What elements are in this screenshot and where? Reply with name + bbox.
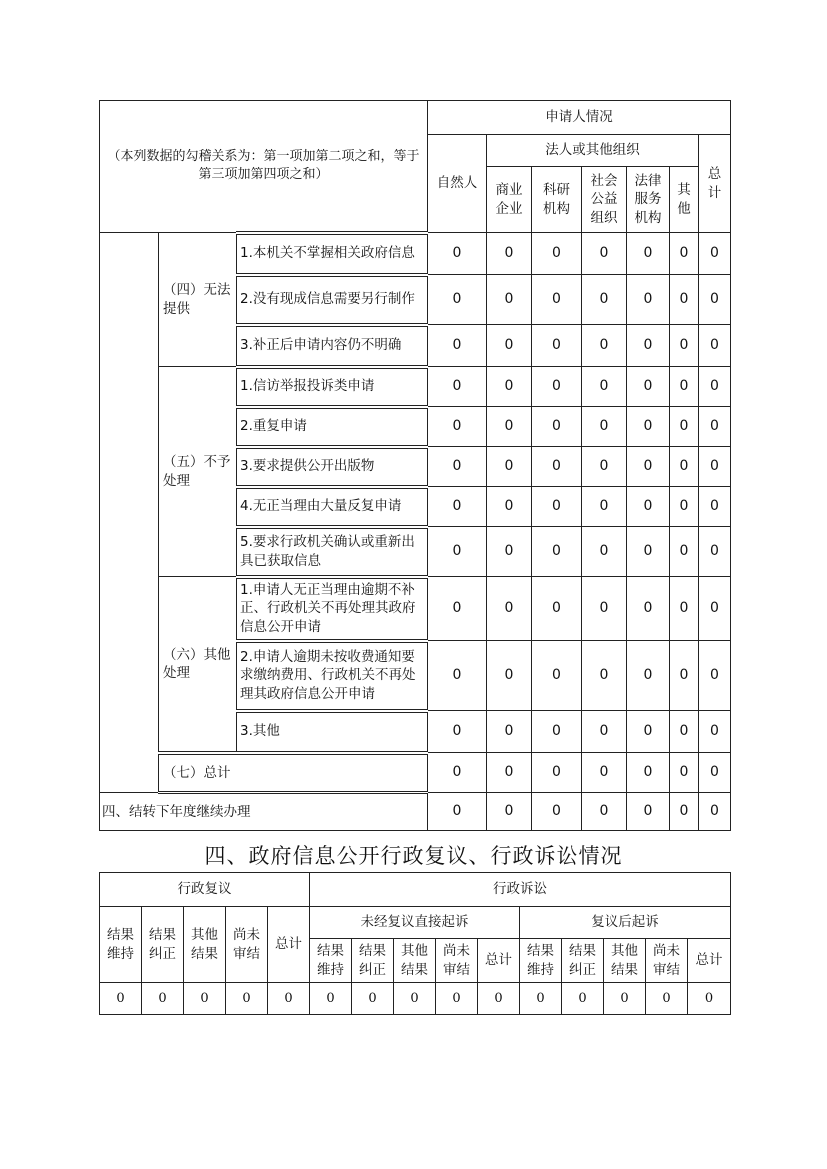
value-cell: 0 bbox=[582, 233, 627, 275]
value-cell: 0 bbox=[670, 407, 699, 447]
value-cell: 0 bbox=[532, 367, 582, 407]
value-cell: 0 bbox=[487, 367, 532, 407]
legal-org-header: 法人或其他组织 bbox=[487, 135, 699, 167]
value-cell: 0 bbox=[428, 233, 487, 275]
value-cell: 0 bbox=[582, 577, 627, 641]
col-header: 结果纠正 bbox=[142, 907, 184, 983]
value-cell: 0 bbox=[670, 275, 699, 325]
value-cell: 0 bbox=[428, 577, 487, 641]
value-cell: 0 bbox=[184, 983, 226, 1015]
value-cell: 0 bbox=[627, 753, 670, 793]
carryover-label: 四、结转下年度继续办理 bbox=[100, 793, 428, 831]
value-cell: 0 bbox=[532, 527, 582, 577]
value-cell: 0 bbox=[699, 753, 731, 793]
value-cell: 0 bbox=[627, 577, 670, 641]
col-header: 其他结果 bbox=[184, 907, 226, 983]
outer-blank-cell bbox=[100, 233, 159, 793]
value-cell: 0 bbox=[670, 641, 699, 711]
applications-table bbox=[99, 100, 731, 831]
value-cell: 0 bbox=[699, 711, 731, 753]
category-label: （四）无法提供 bbox=[159, 233, 237, 367]
value-cell: 0 bbox=[532, 233, 582, 275]
value-cell: 0 bbox=[532, 487, 582, 527]
col-header: 结果纠正 bbox=[562, 939, 604, 983]
value-cell: 0 bbox=[582, 325, 627, 367]
value-cell: 0 bbox=[562, 983, 604, 1015]
value-cell: 0 bbox=[428, 487, 487, 527]
value-cell: 0 bbox=[532, 577, 582, 641]
value-cell: 0 bbox=[532, 275, 582, 325]
legal-service-header: 法律服务机构 bbox=[627, 167, 670, 233]
value-cell: 0 bbox=[699, 527, 731, 577]
after-review-suit-header: 复议后起诉 bbox=[520, 907, 731, 939]
value-cell: 0 bbox=[582, 711, 627, 753]
value-cell: 0 bbox=[670, 233, 699, 275]
col-header: 结果纠正 bbox=[352, 939, 394, 983]
applicant-header: 申请人情况 bbox=[428, 101, 731, 135]
value-cell: 0 bbox=[487, 407, 532, 447]
social-welfare-header: 社会公益组织 bbox=[582, 167, 627, 233]
col-header: 总计 bbox=[688, 939, 731, 983]
value-cell: 0 bbox=[670, 527, 699, 577]
value-cell: 0 bbox=[532, 793, 582, 831]
col-header: 结果维持 bbox=[310, 939, 352, 983]
item-label: 2.重复申请 bbox=[237, 407, 428, 447]
value-cell: 0 bbox=[699, 407, 731, 447]
section-title: 四、政府信息公开行政复议、行政诉讼情况 bbox=[204, 844, 623, 868]
value-cell: 0 bbox=[670, 577, 699, 641]
direct-suit-header: 未经复议直接起诉 bbox=[310, 907, 520, 939]
value-cell: 0 bbox=[582, 641, 627, 711]
value-cell: 0 bbox=[487, 487, 532, 527]
value-cell: 0 bbox=[428, 527, 487, 577]
value-cell: 0 bbox=[487, 325, 532, 367]
value-cell: 0 bbox=[688, 983, 731, 1015]
value-cell: 0 bbox=[582, 753, 627, 793]
value-cell: 0 bbox=[627, 641, 670, 711]
value-cell: 0 bbox=[532, 325, 582, 367]
value-cell: 0 bbox=[627, 793, 670, 831]
item-label: 3.要求提供公开出版物 bbox=[237, 447, 428, 487]
value-cell: 0 bbox=[670, 447, 699, 487]
value-cell: 0 bbox=[532, 641, 582, 711]
item-label: 1.本机关不掌握相关政府信息 bbox=[237, 233, 428, 275]
value-cell: 0 bbox=[487, 711, 532, 753]
col-header: 结果维持 bbox=[100, 907, 142, 983]
value-cell: 0 bbox=[532, 407, 582, 447]
col-header: 其他结果 bbox=[394, 939, 436, 983]
item-label: 3.补正后申请内容仍不明确 bbox=[237, 325, 428, 367]
value-cell: 0 bbox=[268, 983, 310, 1015]
value-cell: 0 bbox=[487, 577, 532, 641]
value-cell: 0 bbox=[699, 447, 731, 487]
value-cell: 0 bbox=[428, 641, 487, 711]
value-cell: 0 bbox=[487, 275, 532, 325]
value-cell: 0 bbox=[428, 367, 487, 407]
value-cell: 0 bbox=[627, 275, 670, 325]
value-cell: 0 bbox=[310, 983, 352, 1015]
value-cell: 0 bbox=[582, 527, 627, 577]
item-label: 5.要求行政机关确认或重新出具已获取信息 bbox=[237, 527, 428, 577]
value-cell: 0 bbox=[142, 983, 184, 1015]
value-cell: 0 bbox=[487, 793, 532, 831]
value-cell: 0 bbox=[428, 447, 487, 487]
item-label: 2.没有现成信息需要另行制作 bbox=[237, 275, 428, 325]
other-header: 其他 bbox=[670, 167, 699, 233]
value-cell: 0 bbox=[478, 983, 520, 1015]
value-cell: 0 bbox=[670, 487, 699, 527]
col-header: 尚未审结 bbox=[226, 907, 268, 983]
admin-litigation-header: 行政诉讼 bbox=[310, 873, 731, 907]
category-label: （六）其他处理 bbox=[159, 577, 237, 753]
value-cell: 0 bbox=[627, 233, 670, 275]
value-cell: 0 bbox=[100, 983, 142, 1015]
value-cell: 0 bbox=[670, 793, 699, 831]
item-label: 1.信访举报投诉类申请 bbox=[237, 367, 428, 407]
value-cell: 0 bbox=[582, 793, 627, 831]
commercial-header: 商业企业 bbox=[487, 167, 532, 233]
value-cell: 0 bbox=[352, 983, 394, 1015]
item-label: 3.其他 bbox=[237, 711, 428, 753]
value-cell: 0 bbox=[520, 983, 562, 1015]
col-header: 总计 bbox=[478, 939, 520, 983]
value-cell: 0 bbox=[532, 753, 582, 793]
value-cell: 0 bbox=[627, 527, 670, 577]
value-cell: 0 bbox=[428, 793, 487, 831]
value-cell: 0 bbox=[582, 275, 627, 325]
value-cell: 0 bbox=[670, 325, 699, 367]
research-header: 科研机构 bbox=[532, 167, 582, 233]
item-label: 2.申请人逾期未按收费通知要求缴纳费用、行政机关不再处理其政府信息公开申请 bbox=[237, 641, 428, 711]
value-cell: 0 bbox=[699, 487, 731, 527]
value-cell: 0 bbox=[699, 325, 731, 367]
value-cell: 0 bbox=[428, 711, 487, 753]
value-cell: 0 bbox=[532, 711, 582, 753]
value-cell: 0 bbox=[226, 983, 268, 1015]
value-cell: 0 bbox=[487, 753, 532, 793]
value-cell: 0 bbox=[428, 325, 487, 367]
value-cell: 0 bbox=[699, 577, 731, 641]
value-cell: 0 bbox=[487, 233, 532, 275]
value-cell: 0 bbox=[582, 367, 627, 407]
value-cell: 0 bbox=[670, 753, 699, 793]
value-cell: 0 bbox=[487, 527, 532, 577]
value-cell: 0 bbox=[394, 983, 436, 1015]
category-label: （五）不予处理 bbox=[159, 367, 237, 577]
total-header: 总计 bbox=[699, 135, 731, 233]
value-cell: 0 bbox=[436, 983, 478, 1015]
relation-note: （本列数据的勾稽关系为：第一项加第二项之和，等于第三项加第四项之和） bbox=[100, 101, 428, 233]
value-cell: 0 bbox=[487, 641, 532, 711]
col-header: 尚未审结 bbox=[646, 939, 688, 983]
value-cell: 0 bbox=[582, 407, 627, 447]
value-cell: 0 bbox=[670, 711, 699, 753]
value-cell: 0 bbox=[670, 367, 699, 407]
value-cell: 0 bbox=[428, 275, 487, 325]
value-cell: 0 bbox=[646, 983, 688, 1015]
admin-review-header: 行政复议 bbox=[100, 873, 310, 907]
value-cell: 0 bbox=[428, 753, 487, 793]
value-cell: 0 bbox=[627, 711, 670, 753]
value-cell: 0 bbox=[487, 447, 532, 487]
value-cell: 0 bbox=[428, 407, 487, 447]
review-litigation-table bbox=[99, 872, 731, 1015]
value-cell: 0 bbox=[627, 367, 670, 407]
col-header: 其他结果 bbox=[604, 939, 646, 983]
value-cell: 0 bbox=[627, 487, 670, 527]
value-cell: 0 bbox=[699, 233, 731, 275]
value-cell: 0 bbox=[699, 367, 731, 407]
item-label: 1.申请人无正当理由逾期不补正、行政机关不再处理其政府信息公开申请 bbox=[237, 577, 428, 641]
value-cell: 0 bbox=[604, 983, 646, 1015]
item-label: 4.无正当理由大量反复申请 bbox=[237, 487, 428, 527]
value-cell: 0 bbox=[582, 487, 627, 527]
natural-person-header: 自然人 bbox=[428, 135, 487, 233]
value-cell: 0 bbox=[699, 793, 731, 831]
value-cell: 0 bbox=[699, 275, 731, 325]
value-cell: 0 bbox=[627, 447, 670, 487]
subtotal-label: （七）总计 bbox=[159, 753, 428, 793]
col-header: 总计 bbox=[268, 907, 310, 983]
value-cell: 0 bbox=[699, 641, 731, 711]
value-cell: 0 bbox=[627, 325, 670, 367]
col-header: 尚未审结 bbox=[436, 939, 478, 983]
value-cell: 0 bbox=[582, 447, 627, 487]
value-cell: 0 bbox=[627, 407, 670, 447]
col-header: 结果维持 bbox=[520, 939, 562, 983]
value-cell: 0 bbox=[532, 447, 582, 487]
